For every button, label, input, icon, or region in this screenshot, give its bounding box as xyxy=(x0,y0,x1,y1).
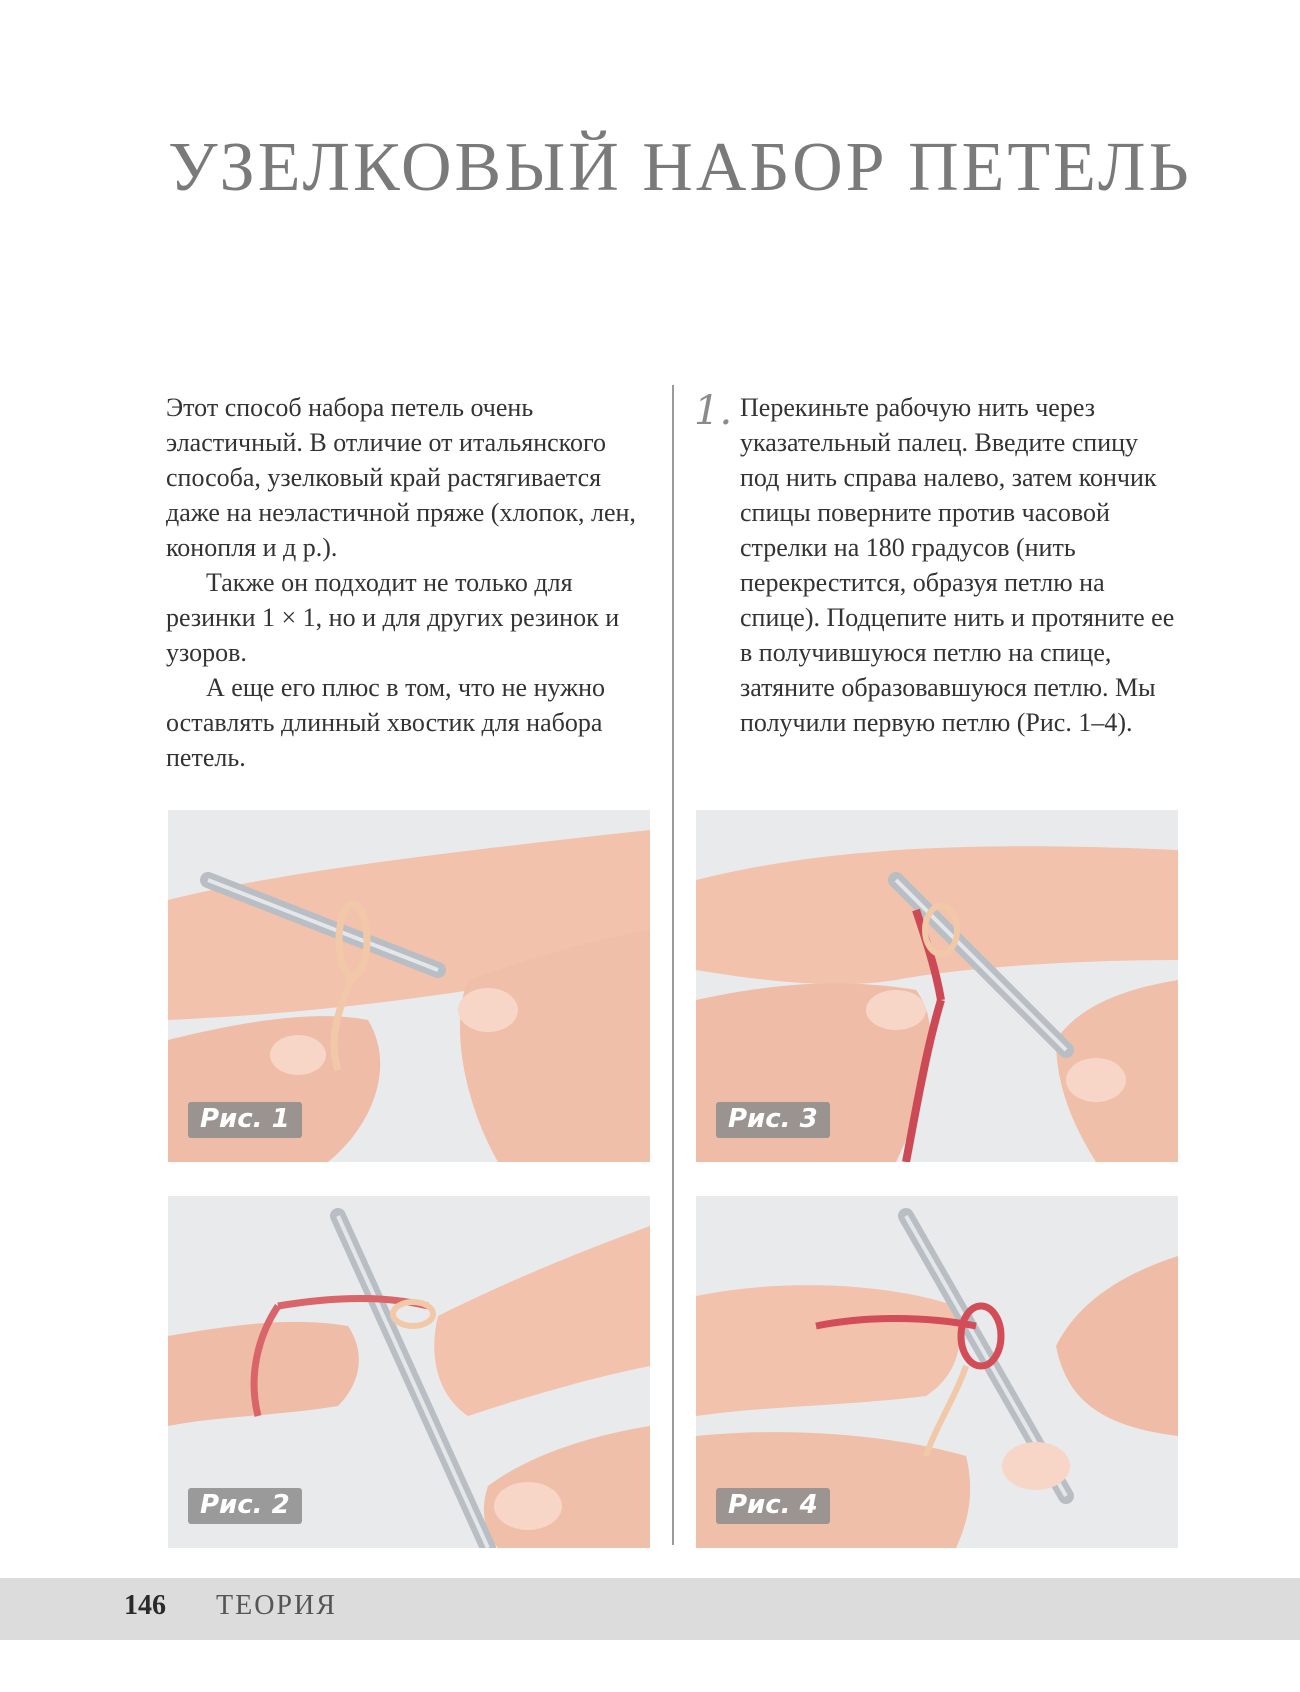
figure-3-label: Рис. 3 xyxy=(716,1102,830,1138)
intro-paragraph-2: Также он подходит не только для резинки 1 × 1, но и для других резинок и узоров. xyxy=(166,568,620,667)
intro-text xyxy=(166,390,648,775)
footer-bar xyxy=(0,1578,1300,1640)
figure-1-photo xyxy=(168,810,650,1162)
figure-3-photo xyxy=(696,810,1178,1162)
page-number: 146 xyxy=(124,1590,166,1621)
figure-2-photo xyxy=(168,1196,650,1548)
figure-1-label: Рис. 1 xyxy=(188,1102,302,1138)
figure-2-label: Рис. 2 xyxy=(188,1488,302,1524)
intro-paragraph-1: Этот способ набора петель очень эластичный. В отличие от итальянского способа, узелковый край растягивается даже на неэластичной пряже (хлопок, лен, конопля и д р.). xyxy=(166,393,636,562)
step-number: 1. xyxy=(694,388,733,434)
column-divider xyxy=(672,385,674,1545)
step-instructions: Перекиньте рабочую нить через указательный палец. Введите спицу под нить справа налево, затем кончик спицы поверните против часовой стрелки на 180 градусов (нить перекрестится, образуя петлю на спице). Подцепите нить и протяните ее в получившуюся петлю на спице, затяните образовавшуюся петлю. Мы получили первую петлю (Рис. 1–4). xyxy=(740,393,1175,737)
figure-4-label: Рис. 4 xyxy=(716,1488,830,1524)
intro-paragraph-3: А еще его плюс в том, что не нужно оставлять длинный хвостик для набора петель. xyxy=(166,673,606,772)
page-title: УЗЕЛКОВЫЙ НАБОР ПЕТЕЛЬ xyxy=(168,129,1192,206)
section-name: ТЕОРИЯ xyxy=(216,1590,337,1621)
figure-4-photo xyxy=(696,1196,1178,1548)
